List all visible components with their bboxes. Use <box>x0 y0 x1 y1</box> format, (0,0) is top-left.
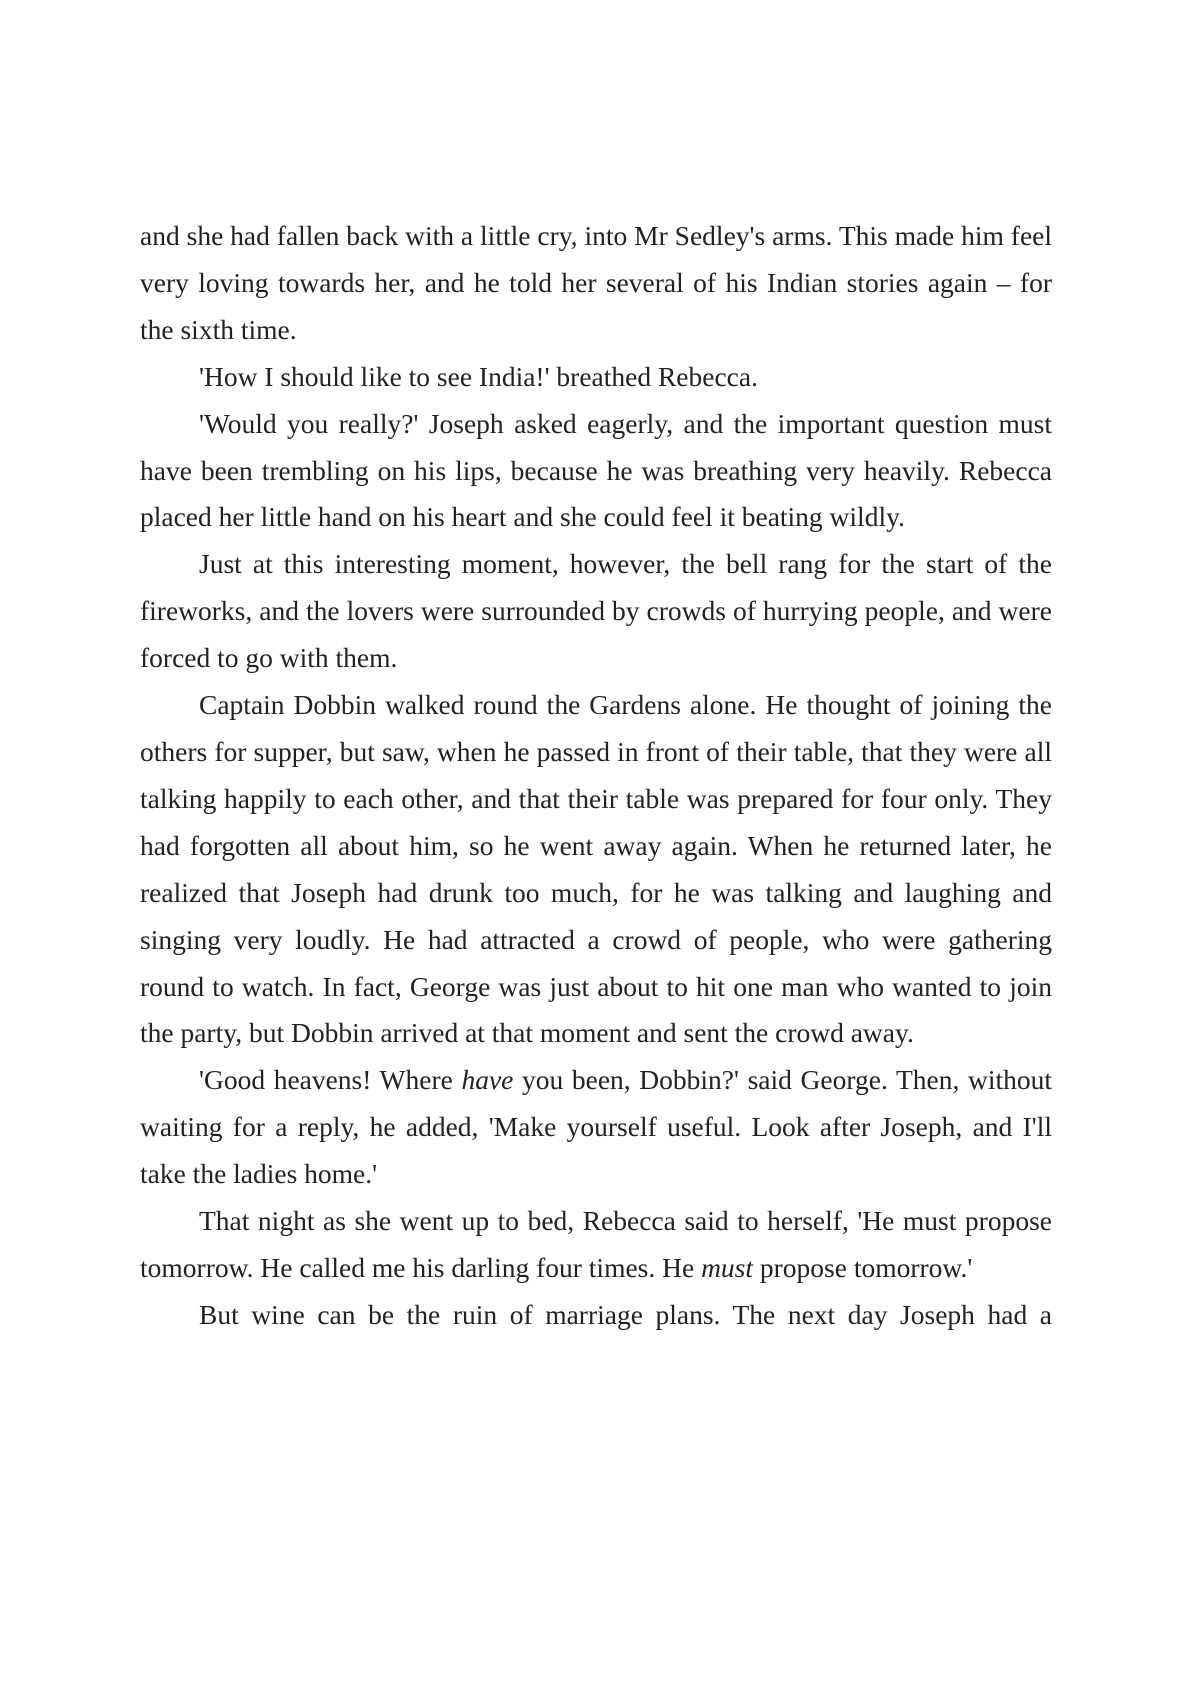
text-run: 'Would you really?' Joseph asked eagerly, and the important question must have been trembling on his lips, because he was breathing very heavily. Rebecca placed her little hand on his heart and she could feel it beating wildly. <box>140 407 1052 533</box>
paragraph <box>140 682 1052 1057</box>
paragraph <box>140 1057 1052 1198</box>
paragraph <box>140 354 1052 401</box>
text-run: Just at this interesting moment, however, the bell rang for the start of the fireworks, and the lovers were surrounded by crowds of hurrying people, and were forced to go with them. <box>140 548 1052 674</box>
text-run: 'Good heavens! Where <box>199 1064 462 1096</box>
page-body <box>140 213 1052 1339</box>
paragraph <box>140 401 1052 542</box>
text-run: That night as she went up to bed, Rebecca said to herself, 'He must propose tomorrow. He called me his darling four times. He <box>140 1205 1052 1283</box>
text-run: 'How I should like to see India!' breathed Rebecca. <box>199 360 758 392</box>
paragraph <box>140 1292 1052 1339</box>
paragraph <box>140 541 1052 682</box>
text-run: you been, Dobbin?' said George. Then, without waiting for a reply, he added, 'Make yourself useful. Look after Joseph, and I'll take the ladies home.' <box>140 1064 1053 1190</box>
text-run: propose tomorrow.' <box>753 1251 973 1283</box>
italic-text: must <box>701 1251 754 1283</box>
paragraph <box>140 1198 1052 1292</box>
text-run: But wine can be the ruin of marriage plans. The next day Joseph had a <box>199 1298 1052 1330</box>
text-run: and she had fallen back with a little cry, into Mr Sedley's arms. This made him feel very loving towards her, and he told her several of his Indian stories again – for the sixth time. <box>140 220 1052 345</box>
paragraph <box>140 213 1052 354</box>
italic-text: have <box>461 1064 514 1096</box>
text-run: Captain Dobbin walked round the Gardens alone. He thought of joining the others for supper, but saw, when he passed in front of their table, that they were all talking happily to each other, and that their table was prepared for four only. They had forgotten all about him, so he went away again. When he returned later, he realized that Joseph had drunk too much, for he was talking and laughing and singing very loudly. He had attracted a crowd of people, who were gathering round to watch. In fact, George was just about to hit one man who wanted to join the party, but Dobbin arrived at that moment and sent the crowd away. <box>140 689 1052 1049</box>
